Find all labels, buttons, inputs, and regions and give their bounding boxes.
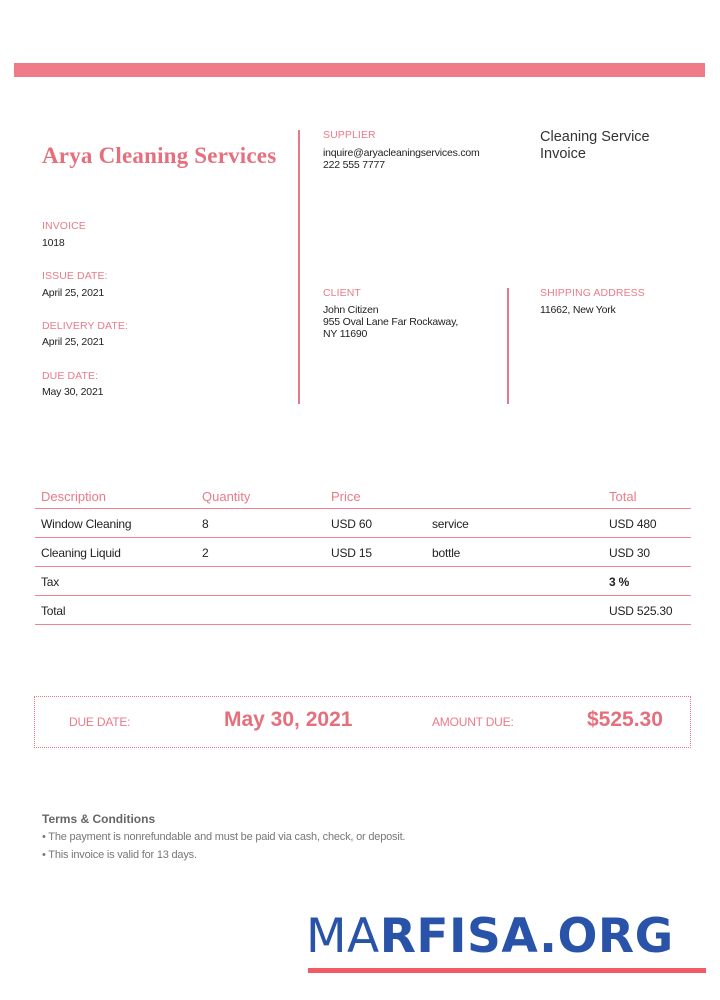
item-price: USD 60	[331, 517, 372, 531]
item-description: Window Cleaning	[41, 517, 132, 531]
document-title	[540, 129, 650, 163]
due-date-label: DUE DATE:	[42, 370, 99, 382]
grand-total-value: USD 525.30	[609, 604, 673, 618]
issue-date-value: April 25, 2021	[42, 287, 104, 299]
header-accent-bar	[14, 63, 705, 77]
terms-title: Terms & Conditions	[42, 812, 156, 826]
client-label: CLIENT	[323, 287, 361, 299]
item-unit: service	[432, 517, 469, 531]
watermark-underline	[308, 968, 706, 973]
summary-due-date-value: May 30, 2021	[224, 708, 353, 731]
table-row	[35, 538, 691, 567]
supplier-phone: 222 555 7777	[323, 159, 385, 171]
supplier-email: inquire@aryacleaningservices.com	[323, 147, 480, 159]
item-description: Cleaning Liquid	[41, 546, 121, 560]
invoice-label: INVOICE	[42, 220, 86, 232]
company-name: Arya Cleaning Services	[42, 143, 277, 168]
client-address-line2: NY 11690	[323, 328, 368, 340]
header-total: Total	[609, 489, 637, 504]
grand-total-row	[35, 596, 691, 625]
document-title-line1: Cleaning Service	[540, 129, 650, 145]
supplier-label: SUPPLIER	[323, 129, 376, 141]
delivery-date-label: DELIVERY DATE:	[42, 320, 129, 332]
tax-row	[35, 567, 691, 596]
terms-line: • The payment is nonrefundable and must be paid via cash, check, or deposit.	[42, 831, 406, 843]
summary-due-date-label: DUE DATE:	[69, 715, 131, 729]
client-name: John Citizen	[323, 304, 379, 316]
tax-value: 3 %	[609, 575, 630, 589]
watermark-bold-text: RFISA.ORG	[379, 909, 674, 964]
header-price: Price	[331, 489, 361, 504]
item-total: USD 30	[609, 546, 650, 560]
watermark-light-text: MA	[306, 909, 380, 964]
watermark-logo	[306, 910, 674, 964]
item-unit: bottle	[432, 546, 461, 560]
item-quantity: 8	[202, 517, 209, 531]
shipping-address: 11662, New York	[540, 304, 616, 316]
amount-due-summary	[34, 696, 691, 748]
delivery-date-value: April 25, 2021	[42, 336, 104, 348]
tax-label: Tax	[41, 575, 60, 589]
item-price: USD 15	[331, 546, 372, 560]
terms-line: • This invoice is valid for 13 days.	[42, 849, 197, 861]
client-address-line1: 955 Oval Lane Far Rockaway,	[323, 316, 459, 328]
line-items-table	[35, 483, 691, 625]
summary-amount-value: $525.30	[587, 708, 663, 731]
document-title-line2: Invoice	[540, 146, 586, 162]
column-divider	[507, 288, 509, 404]
item-quantity: 2	[202, 546, 209, 560]
header-quantity: Quantity	[202, 489, 251, 504]
table-header-row	[35, 483, 691, 509]
column-divider	[298, 130, 300, 404]
summary-amount-label: AMOUNT DUE:	[432, 715, 514, 729]
header-description: Description	[41, 489, 107, 504]
due-date-value: May 30, 2021	[42, 386, 104, 398]
grand-total-label: Total	[41, 604, 66, 618]
table-row	[35, 509, 691, 538]
item-total: USD 480	[609, 517, 657, 531]
shipping-label: SHIPPING ADDRESS	[540, 287, 645, 299]
issue-date-label: ISSUE DATE:	[42, 270, 108, 282]
invoice-number: 1018	[42, 237, 65, 249]
